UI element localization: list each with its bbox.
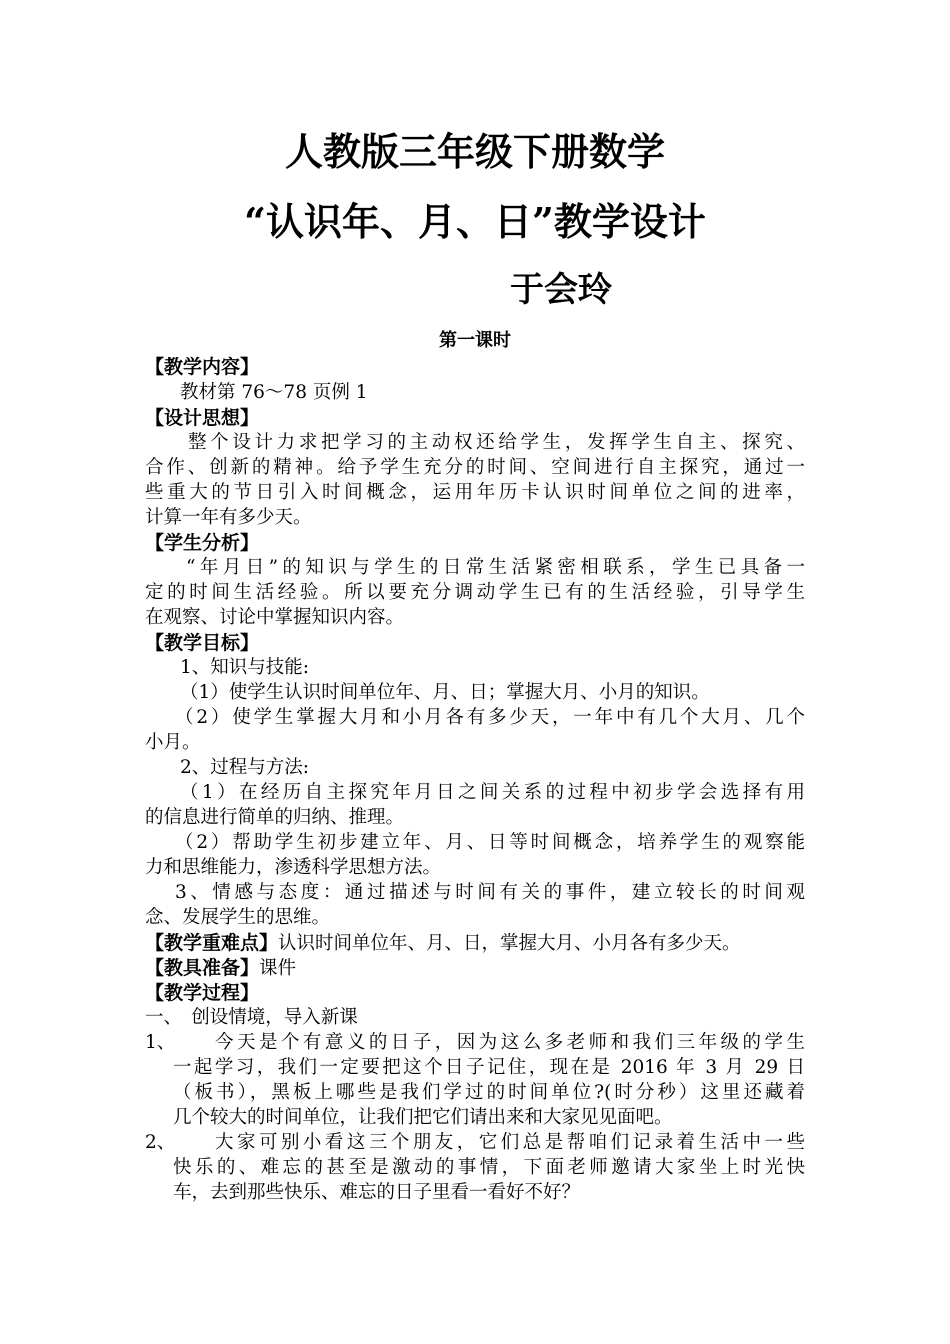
process-step: 一、 创设情境，导入新课 <box>145 1007 358 1028</box>
analysis-line: 定的时间生活经验。所以要充分调动学生已有的生活经验，引导学生 <box>145 582 805 603</box>
lesson-heading: 第一课时 <box>439 330 511 351</box>
goal-line: 的信息进行简单的归纳、推理。 <box>145 807 405 828</box>
design-line: 计算一年有多少天。 <box>145 507 312 528</box>
goal-line: （1）使学生认识时间单位年、月、日；掌握大月、小月的知识。 <box>180 682 710 703</box>
section-heading-design: 【设计思想】 <box>145 407 260 429</box>
item-number: 2、 <box>145 1132 176 1153</box>
design-line: 些重大的节日引入时间概念，运用年历卡认识时间单位之间的进率， <box>145 482 805 503</box>
goal-line: 力和思维能力，渗透科学思想方法。 <box>145 857 442 878</box>
analysis-line: 在观察、讨论中掌握知识内容。 <box>145 607 405 628</box>
key-points-text: 认识时间单位年、月、日，掌握大月、小月各有多少天。 <box>278 933 741 954</box>
content-text: 教材第 76～78 页例 1 <box>180 382 368 403</box>
item-line: 一起学习，我们一定要把这个日子记住，现在是 2016 年 3 月 29 日 <box>173 1057 805 1078</box>
item-line: 车，去到那些快乐、难忘的日子里看一看好不好？ <box>173 1182 581 1203</box>
key-points-row <box>145 931 741 956</box>
goal-line: （2）帮助学生初步建立年、月、日等时间概念，培养学生的观察能 <box>175 832 805 853</box>
goal-line: 2、过程与方法: <box>180 757 310 778</box>
document-title: 人教版三年级下册数学 <box>284 129 665 174</box>
item-number: 1、 <box>145 1032 176 1053</box>
document-subtitle: “认识年、月、日”教学设计 <box>244 199 706 244</box>
goal-line: 3、情感与态度：通过描述与时间有关的事件，建立较长的时间观 <box>175 882 805 903</box>
goal-line: （2）使学生掌握大月和小月各有多少天，一年中有几个大月、几个 <box>175 707 805 728</box>
item-line: 几个较大的时间单位，让我们把它们请出来和大家见见面吧。 <box>173 1107 673 1128</box>
section-heading-process: 【教学过程】 <box>145 982 260 1004</box>
item-line: 今天是个有意义的日子，因为这么多老师和我们三年级的学生 <box>215 1032 805 1053</box>
item-line: （板书），黑板上哪些是我们学过的时间单位?(时分秒）这里还藏着 <box>173 1082 805 1103</box>
section-heading-content: 【教学内容】 <box>145 356 260 378</box>
section-heading-tools: 【教具准备】 <box>145 957 260 979</box>
tools-row <box>145 956 296 981</box>
section-heading-key: 【教学重难点】 <box>145 932 279 954</box>
section-heading-goals: 【教学目标】 <box>145 632 260 654</box>
goal-line: 小月。 <box>145 732 201 753</box>
item-line: 快乐的、难忘的甚至是激动的事情，下面老师邀请大家坐上时光快 <box>173 1157 805 1178</box>
section-heading-analysis: 【学生分析】 <box>145 532 260 554</box>
item-line: 大家可别小看这三个朋友，它们总是帮咱们记录着生活中一些 <box>215 1132 805 1153</box>
tools-text: 课件 <box>259 958 297 979</box>
author-name: 于会玲 <box>510 270 612 310</box>
analysis-line: “年月日”的知识与学生的日常生活紧密相联系，学生已具备一 <box>186 557 805 578</box>
design-line: 整个设计力求把学习的主动权还给学生，发挥学生自主、探究、 <box>188 432 805 453</box>
goal-line: （1）在经历自主探究年月日之间关系的过程中初步学会选择有用 <box>180 782 805 803</box>
goal-line: 1、知识与技能: <box>180 657 310 678</box>
design-line: 合作、创新的精神。给予学生充分的时间、空间进行自主探究，通过一 <box>145 457 805 478</box>
goal-line: 念、发展学生的思维。 <box>145 907 331 928</box>
